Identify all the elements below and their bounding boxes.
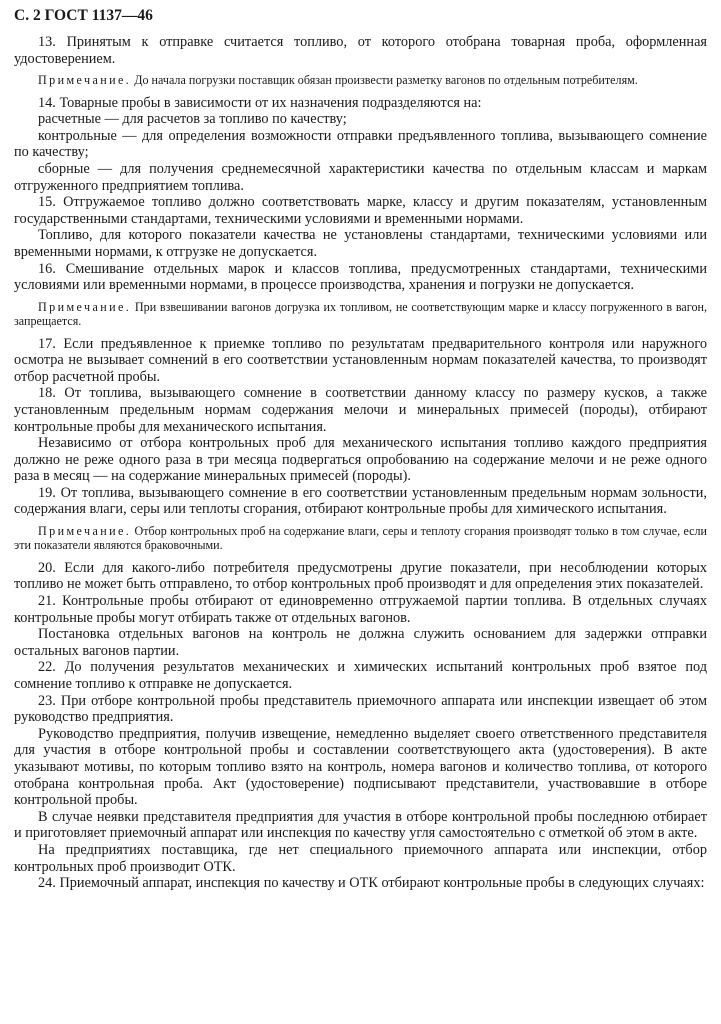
paragraph: 17. Если предъявленное к приемке топливо по результатам предварительного контроля или наружного осмотра не вызывает сомнений в его соответствии установленным нормам показателей качества, то производят отбор расчетной пробы. bbox=[14, 335, 707, 385]
paragraph: Постановка отдельных вагонов на контроль не должна служить основанием для задержки отправки остальных вагонов партии. bbox=[14, 626, 707, 659]
page-header: С. 2 ГОСТ 1137—46 bbox=[14, 7, 153, 24]
list-line: сборные — для получения среднемесячной характеристики качества по отдельным классам и маркам отгруженного предприятием топлива. bbox=[14, 160, 707, 194]
paragraph: В случае неявки представителя предприятия для участия в отборе контрольной пробы последнюю отбирает и приготовляет приемочный аппарат или инспекция по качеству угля самостоятельно с отметкой об этом в акте. bbox=[14, 808, 707, 842]
note-text: При взвешивании вагонов догрузка их топливом, не соответствующим марке и классу погруженного в вагон, запрещается. bbox=[14, 299, 707, 329]
note-label: Примечание. bbox=[38, 299, 132, 314]
note-label: Примечание. bbox=[38, 524, 132, 539]
paragraph: Независимо от отбора контрольных проб для механического испытания топливо каждого предприятия должно не реже одного раза в три месяца подвергаться опробованию на содержание мелочи и не реже одного раза в месяц — на содержание минеральных примесей (породы). bbox=[14, 435, 707, 485]
list-line: расчетные — для расчетов за топливо по качеству; bbox=[38, 111, 347, 128]
paragraph: 24. Приемочный аппарат, инспекция по качеству и ОТК отбирают контрольные пробы в следующих случаях: bbox=[38, 875, 705, 892]
paragraph: 14. Товарные пробы в зависимости от их назначения подразделяются на: bbox=[38, 94, 482, 111]
paragraph: 16. Смешивание отдельных марок и классов топлива, предусмотренных стандартами, техническими условиями или временными нормами, в процессе производства, хранения и погрузки не допускается. bbox=[14, 260, 707, 294]
paragraph: 13. Принятым к отправке считается топливо, от которого отобрана товарная проба, оформленная удостоверением. bbox=[14, 34, 707, 67]
note-label: Примечание. bbox=[38, 73, 132, 88]
paragraph: Руководство предприятия, получив извещение, немедленно выделяет своего ответственного представителя для участия в отборе контрольной пробы и составлении соответствующего акта (удостоверения). В акте указывают мотивы, по которым топливо взято на контроль, номера вагонов и количество топлива, от которого отобрана контрольная проба. Акт (удостоверение) подписывают представители, участвовавшие в отборе контрольной пробы. bbox=[14, 725, 707, 809]
paragraph: 21. Контрольные пробы отбирают от единовременно отгружаемой партии топлива. В отдельных случаях контрольные пробы могут отбирать также от отдельных вагонов. bbox=[14, 593, 707, 626]
document-body bbox=[14, 34, 707, 892]
note-text: До начала погрузки поставщик обязан произвести разметку вагонов по отдельным потребителям. bbox=[134, 73, 638, 88]
note-paragraph bbox=[14, 73, 707, 87]
paragraph: На предприятиях поставщика, где нет специального приемочного аппарата или инспекции, отбор контрольных проб производит ОТК. bbox=[14, 841, 707, 875]
paragraph: 15. Отгружаемое топливо должно соответствовать марке, классу и другим показателям, установленным государственными стандартами, техническими условиями и временными нормами. bbox=[14, 194, 707, 227]
paragraph: 23. При отборе контрольной пробы представитель приемочного аппарата или инспекции извещает об этом руководство предприятия. bbox=[14, 692, 707, 726]
note-paragraph bbox=[14, 300, 707, 329]
note-text: Отбор контрольных проб на содержание влаги, серы и теплоту сгорания производят только в том случае, если эти показатели являются браковочными. bbox=[14, 524, 707, 553]
paragraph: 22. До получения результатов механических и химических испытаний контрольных проб взятое под сомнение топливо к отправке не допускается. bbox=[14, 659, 707, 693]
paragraph: 18. От топлива, вызывающего сомнение в соответствии данному классу по размеру кусков, а также установленным предельным нормам содержания мелочи и минеральных примесей (породы), отбирают контрольные пробы для механического испытания. bbox=[14, 385, 707, 435]
list-line: контрольные — для определения возможности отправки предъявленного топлива, вызывающего сомнение по качеству; bbox=[14, 127, 707, 161]
paragraph: 19. От топлива, вызывающего сомнение в его соответствии установленным предельным нормам зольности, содержания влаги, серы или теплоты сгорания, отбирают контрольные пробы для химического испытания. bbox=[14, 484, 707, 518]
paragraph: Топливо, для которого показатели качества не установлены стандартами, техническими условиями или временными нормами, к отгрузке не допускается. bbox=[14, 227, 707, 260]
paragraph: 20. Если для какого-либо потребителя предусмотрены другие показатели, при несоблюдении которых топливо не может быть отправлено, то отбор контрольных проб производят и для определения этих показателей. bbox=[14, 559, 707, 593]
note-paragraph bbox=[14, 524, 707, 553]
